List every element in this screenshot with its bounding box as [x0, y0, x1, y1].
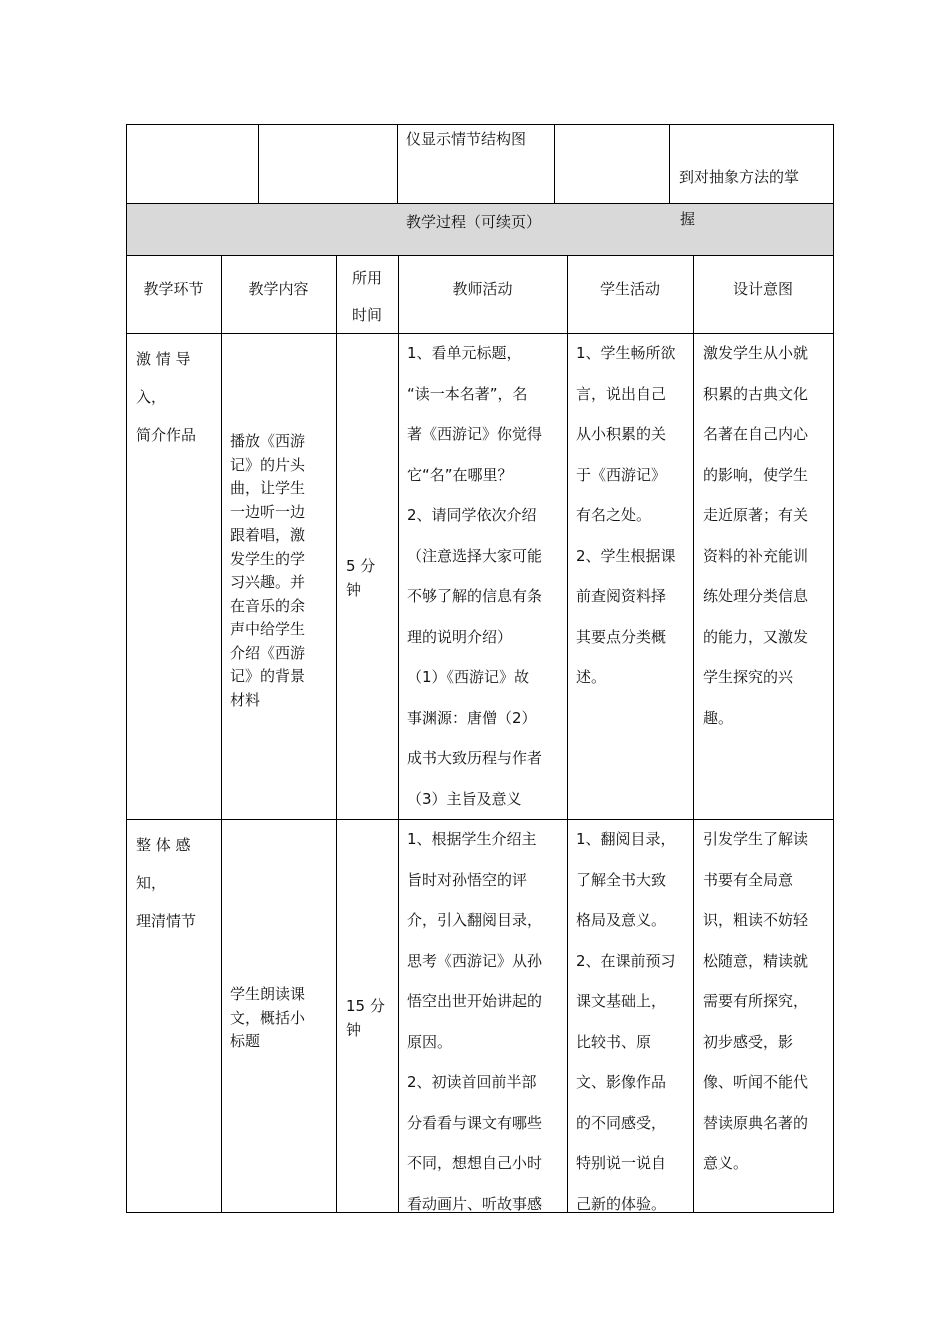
- header-student: 学生活动: [599, 280, 660, 298]
- top-border: [126, 124, 834, 125]
- band-vline: [833, 203, 834, 256]
- header-time: 所用 时间: [351, 269, 382, 324]
- row2-content: 学生朗读课 文，概括小 标题: [230, 985, 306, 1050]
- row1-time: 5 分 钟: [346, 557, 376, 599]
- top-row-col5-text: 到对抽象方法的掌: [679, 168, 800, 186]
- row2-intent: 引发学生了解读 书要有全局意 识，粗读不妨轻 松随意，精读就 需要有所探究， 初步感受，影 像、听闻不能代 替读原典名著的 意义。: [703, 830, 809, 1172]
- row2-student: 1、翻阅目录， 了解全书大致 格局及意义。 2、在课前预习 课文基础上， 比较书、原 文、影像作品 的不同感受， 特别说一说自 己新的体验。: [576, 830, 676, 1213]
- top-vline: [258, 124, 259, 204]
- band-vline: [126, 203, 127, 256]
- row2-time: 15 分 钟: [346, 997, 385, 1039]
- header-content: 教学内容: [248, 280, 309, 298]
- row1-content: 播放《西游 记》的片头 曲，让学生 一边听一边 跟着唱，激 发学生的学 习兴趣。并 在音乐的余 声中给学生 介绍《西游 记》的背景 材料: [230, 432, 306, 709]
- top-row-col3-text: 仪显示情节结构图: [406, 130, 527, 148]
- row2-stage: 整 体 感 知， 理清情节: [136, 836, 197, 930]
- header-intent: 设计意图: [732, 280, 793, 298]
- top-vline: [554, 124, 555, 204]
- table-vline: [221, 255, 222, 1213]
- table-vline: [398, 255, 399, 1213]
- row1-intent: 激发学生从小就 积累的古典文化 名著在自己内心 的影响，使学生 走近原著；有关 资料的补充能训 练处理分类信息 的能力，又激发 学生探究的兴 趣。: [703, 344, 809, 727]
- row1-teacher: 1、看单元标题， “读一本名著”，名 著《西游记》你觉得 它“名”在哪里？ 2、请同学依次介绍 （注意选择大家可能 不够了解的信息有条 理的说明介绍） （1）《西游记》故 事渊源：唐僧（2） 成书大致历程与作者 （3）主旨及意义: [407, 344, 543, 808]
- header-teacher: 教师活动: [452, 280, 513, 298]
- top-vline: [126, 124, 127, 204]
- table-vline: [833, 255, 834, 1213]
- row1-stage: 激 情 导 入， 简介作品: [136, 350, 197, 444]
- table-vline: [693, 255, 694, 1213]
- top-vline: [397, 124, 398, 204]
- row2-teacher: 1、根据学生介绍主 旨时对孙悟空的评 介，引入翻阅目录， 思考《西游记》从孙 悟空出世开始讲起的 原因。 2、初读首回前半部 分看看与课文有哪些 不同，想想自己小时 看动画片、听故事感: [407, 830, 543, 1213]
- section-title: 教学过程（可续页）: [406, 213, 542, 231]
- top-row-col5-overflow: 握: [680, 210, 696, 228]
- header-top-line: [126, 255, 834, 256]
- row1-student: 1、学生畅所欲 言，说出自己 从小积累的关 于《西游记》 有名之处。 2、学生根据课 前查阅资料择 其要点分类概 述。: [576, 344, 676, 686]
- top-vline: [669, 124, 670, 204]
- table-vline: [336, 255, 337, 1213]
- header-stage: 教学环节: [143, 280, 204, 298]
- table-vline: [126, 255, 127, 1213]
- table-vline: [567, 255, 568, 1213]
- top-vline: [833, 124, 834, 204]
